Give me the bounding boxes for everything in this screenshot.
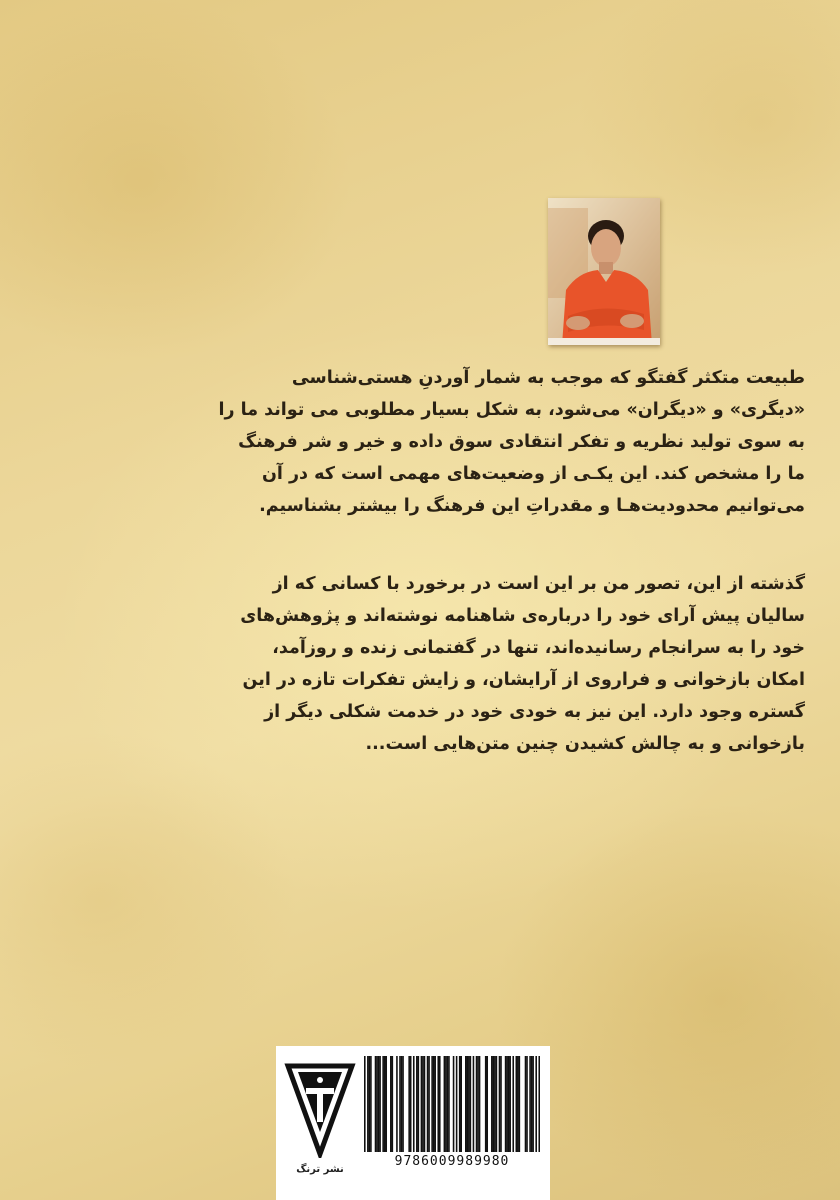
barcode-bar bbox=[500, 1056, 502, 1152]
paragraph-line: گستره وجود دارد. این نیز به خودی خود در خدمت شکلی دیگر از bbox=[264, 702, 805, 722]
barcode-bar bbox=[396, 1056, 398, 1152]
paragraph-line: می‌توانیم محدودیت‌هـا و مقدراتِ این فرهنگ را بیشتر بشناسیم. bbox=[259, 496, 805, 516]
barcode-bar bbox=[408, 1056, 410, 1152]
paragraph-line: بازخوانی و به چالش کشیدن چنین متن‌هایی است... bbox=[365, 734, 805, 754]
barcode-bar bbox=[494, 1056, 496, 1152]
barcode-bar bbox=[439, 1056, 441, 1152]
barcode-bar bbox=[538, 1056, 540, 1152]
barcode-bar bbox=[447, 1056, 449, 1152]
barcode-bar bbox=[418, 1056, 420, 1152]
barcode-bar bbox=[416, 1056, 418, 1152]
barcode-bar bbox=[385, 1056, 387, 1152]
barcode-bar bbox=[468, 1056, 470, 1152]
barcode-bar bbox=[421, 1056, 423, 1152]
barcode-bar bbox=[437, 1056, 439, 1152]
paragraph-line: سالیان پیش آرای خود را درباره‌ی شاهنامه نوشته‌اند و پژوهش‌های bbox=[240, 606, 805, 626]
barcode-bar bbox=[517, 1056, 519, 1152]
barcode-bar bbox=[532, 1056, 534, 1152]
barcode-bar bbox=[367, 1056, 369, 1152]
barcode-bar bbox=[506, 1056, 508, 1152]
barcode-bar bbox=[433, 1056, 435, 1152]
isbn-barcode-panel bbox=[276, 1046, 550, 1200]
barcode-bar bbox=[529, 1056, 531, 1152]
barcode-bar bbox=[508, 1056, 510, 1152]
barcode-bar bbox=[456, 1056, 458, 1152]
barcode-bar bbox=[434, 1056, 436, 1152]
paragraph-line: خود را به سرانجام رسانیده‌اند، تنها در گفتمانی زنده و روزآمد، bbox=[272, 638, 805, 658]
barcode-bar bbox=[369, 1056, 371, 1152]
paragraph-line: به سوی تولید نظریه و تفکر انتقادی سوق داده و خیر و شر فرهنگ bbox=[238, 432, 805, 452]
barcode-bar bbox=[376, 1056, 378, 1152]
barcode-bar bbox=[390, 1056, 392, 1152]
barcode-bar bbox=[479, 1056, 481, 1152]
barcode-bar bbox=[410, 1056, 412, 1152]
barcode-bar bbox=[499, 1056, 501, 1152]
barcode-bar bbox=[428, 1056, 430, 1152]
barcode-bar bbox=[535, 1056, 537, 1152]
barcode-bar bbox=[477, 1056, 479, 1152]
paragraph-line: ما را مشخص کند. این یکـی از وضعیت‌های مهمی است که در آن bbox=[261, 464, 805, 484]
barcode-bar bbox=[424, 1056, 426, 1152]
paragraph-line: «دیگری» و «دیگران» می‌شود، به شکل بسیار مطلوبی می تواند ما را bbox=[218, 400, 805, 420]
barcode-bar bbox=[379, 1056, 381, 1152]
description-paragraph-2 bbox=[150, 568, 805, 760]
barcode-bar bbox=[485, 1056, 487, 1152]
barcode-bar bbox=[399, 1056, 401, 1152]
barcode-bar bbox=[531, 1056, 533, 1152]
publisher-name: نشر ترنگ bbox=[296, 1164, 344, 1175]
publisher-logo-icon bbox=[284, 1062, 356, 1158]
paragraph-line: گذشته از این، تصور من بر این است در برخورد با کسانی که از bbox=[272, 574, 805, 594]
description-paragraph-1 bbox=[150, 362, 805, 522]
barcode-bar bbox=[401, 1056, 403, 1152]
author-portrait-icon bbox=[548, 198, 660, 345]
barcode-bar bbox=[470, 1056, 472, 1152]
barcode-bar bbox=[444, 1056, 446, 1152]
barcode-bar bbox=[526, 1056, 528, 1152]
barcode-bar bbox=[392, 1056, 394, 1152]
barcode-bar bbox=[427, 1056, 429, 1152]
barcode-bar bbox=[509, 1056, 511, 1152]
barcode-bar bbox=[491, 1056, 493, 1152]
barcode-bar bbox=[448, 1056, 450, 1152]
author-photo bbox=[548, 198, 660, 345]
barcode-bar bbox=[370, 1056, 372, 1152]
barcode-bar bbox=[402, 1056, 404, 1152]
barcode-bar bbox=[384, 1056, 386, 1152]
barcode-bar bbox=[382, 1056, 384, 1152]
barcode-bar bbox=[453, 1056, 455, 1152]
barcode-bar bbox=[476, 1056, 478, 1152]
paragraph-line: طبیعت متکثر گفتگو که موجب به شمار آوردنِ هستی‌شناسی bbox=[291, 368, 805, 388]
barcode-bar bbox=[519, 1056, 521, 1152]
isbn-number: 9786009989980 bbox=[394, 1154, 510, 1169]
barcode-bar bbox=[493, 1056, 495, 1152]
barcode-bar bbox=[465, 1056, 467, 1152]
barcode-bar bbox=[422, 1056, 424, 1152]
barcode-bar bbox=[431, 1056, 433, 1152]
barcode-bar bbox=[445, 1056, 447, 1152]
barcode-bar bbox=[467, 1056, 469, 1152]
barcode-bar bbox=[505, 1056, 507, 1152]
barcode bbox=[364, 1056, 540, 1152]
barcode-bar bbox=[486, 1056, 488, 1152]
barcode-bar bbox=[496, 1056, 498, 1152]
barcode-bar bbox=[460, 1056, 462, 1152]
barcode-bar bbox=[473, 1056, 475, 1152]
barcode-bar bbox=[413, 1056, 415, 1152]
barcode-bar bbox=[516, 1056, 518, 1152]
barcode-bar bbox=[512, 1056, 514, 1152]
barcode-bar bbox=[378, 1056, 380, 1152]
barcode-bar bbox=[459, 1056, 461, 1152]
barcode-bar bbox=[525, 1056, 527, 1152]
barcode-bar bbox=[375, 1056, 377, 1152]
barcode-bar bbox=[364, 1056, 366, 1152]
paragraph-line: امکان بازخوانی و فراروی از آرایشان، و زایش تفکرات تازه در این bbox=[242, 670, 805, 690]
